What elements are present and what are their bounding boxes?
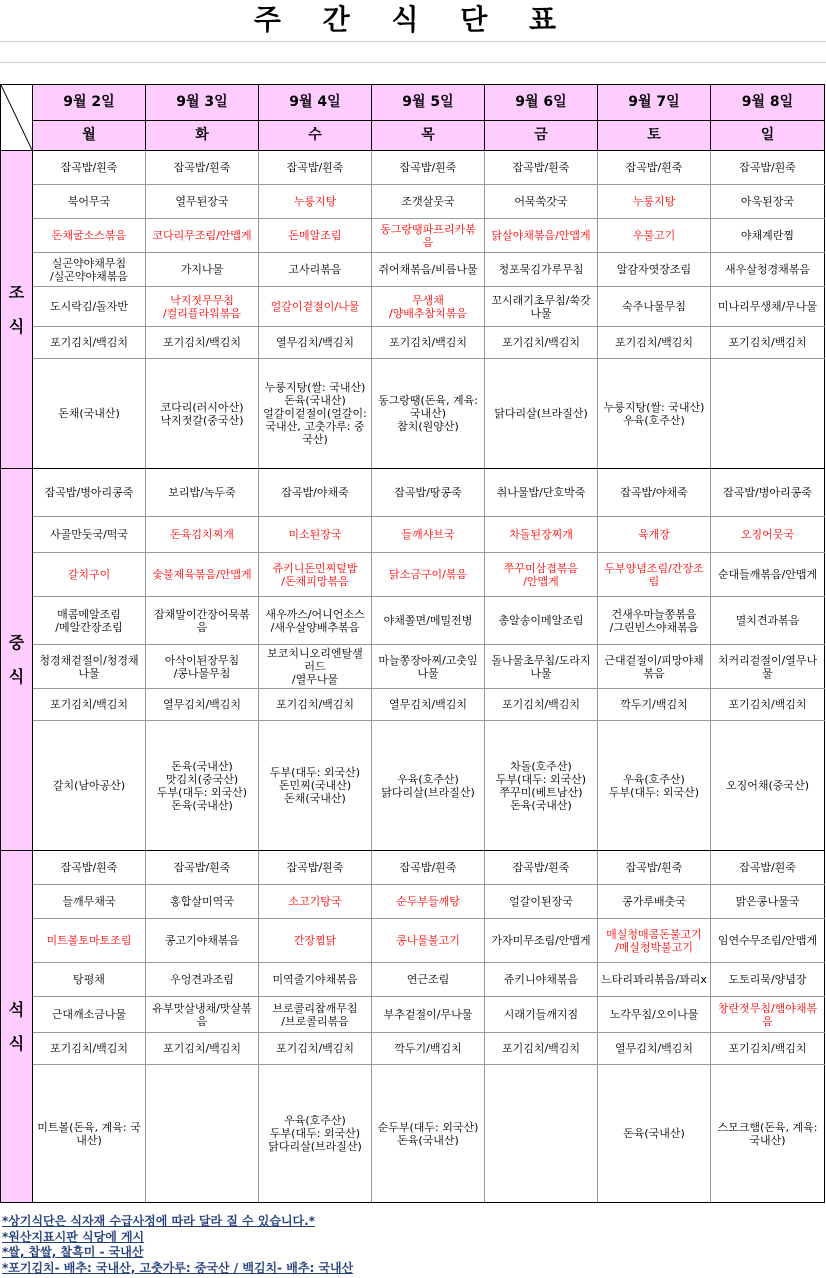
menu-cell: 근대깨소금나물 bbox=[33, 997, 146, 1033]
menu-cell: 브로콜리참깨무침 /브로콜리볶음 bbox=[259, 997, 372, 1033]
menu-cell: 도토리묵/양념장 bbox=[711, 963, 825, 997]
menu-cell: 야채쫄면/메밀전병 bbox=[372, 597, 485, 645]
menu-cell: 가지나물 bbox=[146, 253, 259, 287]
menu-cell: 시래기들깨지짐 bbox=[485, 997, 598, 1033]
menu-cell: 닭소금구이/볶음 bbox=[372, 553, 485, 597]
weekly-menu-table bbox=[0, 84, 825, 1203]
menu-cell: 잡곡밥/흰죽 bbox=[372, 151, 485, 185]
day-header: 금 bbox=[485, 121, 598, 151]
menu-cell: 사골만둣국/떡국 bbox=[33, 517, 146, 553]
origin-cell: 코다리(러시아산) 낙지젓갈(중국산) bbox=[146, 359, 259, 469]
origin-cell: 우육(호주산) 두부(대두: 외국산) bbox=[598, 721, 711, 851]
day-header: 토 bbox=[598, 121, 711, 151]
menu-cell: 탕평채 bbox=[33, 963, 146, 997]
menu-cell: 우엉견과조림 bbox=[146, 963, 259, 997]
menu-row bbox=[1, 597, 825, 645]
diagonal-line bbox=[1, 85, 32, 150]
menu-cell: 포기김치/백김치 bbox=[372, 327, 485, 359]
meal-label: 중 식 bbox=[1, 469, 33, 851]
date-header: 9월 7일 bbox=[598, 85, 711, 121]
origin-cell bbox=[146, 1065, 259, 1203]
menu-cell: 돈채굴소스볶음 bbox=[33, 219, 146, 253]
date-header: 9월 3일 bbox=[146, 85, 259, 121]
menu-cell: 포기김치/백김치 bbox=[485, 689, 598, 721]
menu-cell: 쥐어채볶음/비름나물 bbox=[372, 253, 485, 287]
origin-cell: 누룽지탕(쌀: 국내산) 우육(호주산) bbox=[598, 359, 711, 469]
note-1: *상기식단은 식자재 수급사정에 따라 달라 질 수 있습니다.* bbox=[2, 1214, 315, 1228]
menu-cell: 콩가루배춧국 bbox=[598, 885, 711, 919]
menu-cell: 연근조림 bbox=[372, 963, 485, 997]
menu-cell: 잡곡밥/흰죽 bbox=[259, 851, 372, 885]
menu-cell: 새우까스/어니언소스 /새우살양배추볶음 bbox=[259, 597, 372, 645]
menu-cell: 열무된장국 bbox=[146, 185, 259, 219]
menu-cell: 포기김치/백김치 bbox=[33, 327, 146, 359]
origin-cell: 우육(호주산) 두부(대두: 외국산) 닭다리살(브라질산) bbox=[259, 1065, 372, 1203]
menu-cell: 치커리겉절이/열무나 물 bbox=[711, 645, 825, 689]
menu-row bbox=[1, 517, 825, 553]
menu-cell: 잡곡밥/흰죽 bbox=[33, 851, 146, 885]
menu-cell: 잡곡밥/흰죽 bbox=[485, 851, 598, 885]
menu-cell: 포기김치/백김치 bbox=[711, 689, 825, 721]
menu-cell: 얼갈이된장국 bbox=[485, 885, 598, 919]
menu-cell: 잡곡밥/병아리콩죽 bbox=[711, 469, 825, 517]
menu-cell: 코다리무조림/안맵게 bbox=[146, 219, 259, 253]
menu-cell: 잡곡밥/야채죽 bbox=[598, 469, 711, 517]
menu-row bbox=[1, 553, 825, 597]
menu-cell: 콩고기야채볶음 bbox=[146, 919, 259, 963]
menu-row bbox=[1, 151, 825, 185]
menu-cell: 근대겉절이/피망야채 볶음 bbox=[598, 645, 711, 689]
menu-cell: 간장찜닭 bbox=[259, 919, 372, 963]
menu-cell: 열무김치/백김치 bbox=[372, 689, 485, 721]
menu-cell: 보코치니오리엔탈샐 러드 /열무나물 bbox=[259, 645, 372, 689]
origin-cell: 두부(대두: 외국산) 돈민찌(국내산) 돈채(국내산) bbox=[259, 721, 372, 851]
menu-cell: 누룽지탕 bbox=[259, 185, 372, 219]
date-header: 9월 8일 bbox=[711, 85, 825, 121]
menu-cell: 순대들깨볶음/안맵게 bbox=[711, 553, 825, 597]
menu-cell: 잡곡밥/흰죽 bbox=[598, 851, 711, 885]
menu-cell: 보리밥/녹두죽 bbox=[146, 469, 259, 517]
menu-cell: 순두부들깨탕 bbox=[372, 885, 485, 919]
menu-cell: 동그랑땡파프리카볶 음 bbox=[372, 219, 485, 253]
menu-cell: 포기김치/백김치 bbox=[711, 327, 825, 359]
menu-cell: 잡채말이간장어묵볶 음 bbox=[146, 597, 259, 645]
menu-cell: 돈육김치찌개 bbox=[146, 517, 259, 553]
menu-cell: 두부양념조림/간장조 림 bbox=[598, 553, 711, 597]
menu-cell: 깍두기/백김치 bbox=[372, 1033, 485, 1065]
menu-cell: 매콤메알조림 /메알간장조림 bbox=[33, 597, 146, 645]
menu-row bbox=[1, 997, 825, 1033]
date-header: 9월 2일 bbox=[33, 85, 146, 121]
meal-label: 석 식 bbox=[1, 851, 33, 1203]
page-title: 주 간 식 단 표 bbox=[253, 3, 573, 36]
origin-cell: 오징어채(중국산) bbox=[711, 721, 825, 851]
menu-cell: 쥬키니야채볶음 bbox=[485, 963, 598, 997]
menu-cell: 포기김치/백김치 bbox=[259, 1033, 372, 1065]
menu-cell: 노각무침/오이나물 bbox=[598, 997, 711, 1033]
origin-cell: 스모크햄(돈육, 계육: 국내산) bbox=[711, 1065, 825, 1203]
menu-cell: 육개장 bbox=[598, 517, 711, 553]
menu-cell: 포기김치/백김치 bbox=[485, 327, 598, 359]
menu-cell: 돈메알조림 bbox=[259, 219, 372, 253]
origin-cell: 닭다리살(브라질산) bbox=[485, 359, 598, 469]
menu-cell: 쥬키니돈민찌덮밥 /돈채피망볶음 bbox=[259, 553, 372, 597]
menu-cell: 무생채 /양배추참치볶음 bbox=[372, 287, 485, 327]
origin-cell bbox=[485, 1065, 598, 1203]
origin-cell: 우육(호주산) 닭다리살(브라질산) bbox=[372, 721, 485, 851]
menu-cell: 창란젓무침/햄야채볶 음 bbox=[711, 997, 825, 1033]
menu-cell: 잡곡밥/흰죽 bbox=[485, 151, 598, 185]
menu-row bbox=[1, 1065, 825, 1203]
menu-cell: 잡곡밥/병아리콩죽 bbox=[33, 469, 146, 517]
menu-cell: 새우살청경채볶음 bbox=[711, 253, 825, 287]
menu-cell: 포기김치/백김치 bbox=[598, 327, 711, 359]
menu-cell: 야채계란찜 bbox=[711, 219, 825, 253]
menu-cell: 총알송이메알조림 bbox=[485, 597, 598, 645]
date-header: 9월 5일 bbox=[372, 85, 485, 121]
menu-row bbox=[1, 721, 825, 851]
menu-cell: 쭈꾸미삼겹볶음 /안맵게 bbox=[485, 553, 598, 597]
menu-cell: 어묵쑥갓국 bbox=[485, 185, 598, 219]
day-header: 월 bbox=[33, 121, 146, 151]
menu-cell: 미트볼토마토조림 bbox=[33, 919, 146, 963]
origin-cell bbox=[711, 359, 825, 469]
menu-row bbox=[1, 919, 825, 963]
menu-cell: 포기김치/백김치 bbox=[146, 1033, 259, 1065]
meal-label: 조 식 bbox=[1, 151, 33, 469]
menu-cell: 돌나물초무침/도라지 나물 bbox=[485, 645, 598, 689]
menu-row bbox=[1, 253, 825, 287]
menu-cell: 열무김치/백김치 bbox=[598, 1033, 711, 1065]
menu-cell: 실곤약야채무침 /실곤약야채볶음 bbox=[33, 253, 146, 287]
note-3: *쌀, 찹쌀, 찰흑미 - 국내산 bbox=[2, 1245, 144, 1259]
origin-cell: 미트볼(돈육, 계육: 국 내산) bbox=[33, 1065, 146, 1203]
menu-cell: 매실청매콤돈불고기 /매실청박불고기 bbox=[598, 919, 711, 963]
menu-cell: 포기김치/백김치 bbox=[485, 1033, 598, 1065]
date-header-row bbox=[1, 85, 825, 121]
menu-cell: 멸치견과볶음 bbox=[711, 597, 825, 645]
menu-cell: 얼갈이겉절이/나물 bbox=[259, 287, 372, 327]
menu-cell: 아욱된장국 bbox=[711, 185, 825, 219]
menu-cell: 북어무국 bbox=[33, 185, 146, 219]
menu-cell: 조갯살뭇국 bbox=[372, 185, 485, 219]
menu-row bbox=[1, 885, 825, 919]
date-header: 9월 6일 bbox=[485, 85, 598, 121]
menu-cell: 잡곡밥/흰죽 bbox=[598, 151, 711, 185]
menu-cell: 도시락김/돌자반 bbox=[33, 287, 146, 327]
menu-row bbox=[1, 963, 825, 997]
menu-cell: 꼬시래기초무침/쑥갓 나물 bbox=[485, 287, 598, 327]
menu-row bbox=[1, 689, 825, 721]
menu-row bbox=[1, 287, 825, 327]
origin-cell: 돈채(국내산) bbox=[33, 359, 146, 469]
origin-cell: 돈육(국내산) bbox=[598, 1065, 711, 1203]
menu-row bbox=[1, 851, 825, 885]
menu-cell: 청경채겉절이/청경채 나물 bbox=[33, 645, 146, 689]
menu-cell: 잡곡밥/땅콩죽 bbox=[372, 469, 485, 517]
menu-cell: 잡곡밥/흰죽 bbox=[146, 151, 259, 185]
menu-row bbox=[1, 645, 825, 689]
menu-cell: 느타리꽈리볶음/꽈리x bbox=[598, 963, 711, 997]
menu-cell: 포기김치/백김치 bbox=[711, 1033, 825, 1065]
menu-cell: 맑은콩나물국 bbox=[711, 885, 825, 919]
menu-row bbox=[1, 219, 825, 253]
menu-cell: 아삭이된장무침 /콩나물무침 bbox=[146, 645, 259, 689]
menu-cell: 누룽지탕 bbox=[598, 185, 711, 219]
menu-cell: 유부맛살냉채/맛살볶 음 bbox=[146, 997, 259, 1033]
menu-cell: 닭살야채볶음/안맵게 bbox=[485, 219, 598, 253]
menu-cell: 열무김치/백김치 bbox=[146, 689, 259, 721]
menu-cell: 숙주나물무침 bbox=[598, 287, 711, 327]
menu-cell: 미소된장국 bbox=[259, 517, 372, 553]
menu-cell: 홍합살미역국 bbox=[146, 885, 259, 919]
menu-cell: 알감자엿장조림 bbox=[598, 253, 711, 287]
menu-cell: 숯불제육볶음/안맵게 bbox=[146, 553, 259, 597]
menu-cell: 임연수무조림/안맵게 bbox=[711, 919, 825, 963]
menu-cell: 들깨샤브국 bbox=[372, 517, 485, 553]
menu-cell: 가자미무조림/안맵게 bbox=[485, 919, 598, 963]
menu-cell: 미역줄기야채볶음 bbox=[259, 963, 372, 997]
menu-cell: 포기김치/백김치 bbox=[146, 327, 259, 359]
origin-cell: 돈육(국내산) 맛김치(중국산) 두부(대두: 외국산) 돈육(국내산) bbox=[146, 721, 259, 851]
menu-cell: 포기김치/백김치 bbox=[259, 689, 372, 721]
menu-cell: 고사리볶음 bbox=[259, 253, 372, 287]
menu-row bbox=[1, 1033, 825, 1065]
menu-cell: 잡곡밥/야채죽 bbox=[259, 469, 372, 517]
origin-cell: 순두부(대두: 외국산) 돈육(국내산) bbox=[372, 1065, 485, 1203]
menu-cell: 잡곡밥/흰죽 bbox=[146, 851, 259, 885]
menu-cell: 포기김치/백김치 bbox=[33, 689, 146, 721]
menu-cell: 우불고기 bbox=[598, 219, 711, 253]
menu-cell: 들깨무채국 bbox=[33, 885, 146, 919]
menu-cell: 잡곡밥/흰죽 bbox=[711, 851, 825, 885]
menu-cell: 잡곡밥/흰죽 bbox=[372, 851, 485, 885]
menu-row bbox=[1, 327, 825, 359]
menu-cell: 콩나물불고기 bbox=[372, 919, 485, 963]
menu-cell: 잡곡밥/흰죽 bbox=[259, 151, 372, 185]
menu-row bbox=[1, 185, 825, 219]
menu-cell: 갈치구이 bbox=[33, 553, 146, 597]
day-header: 일 bbox=[711, 121, 825, 151]
menu-cell: 마늘쫑장아찌/고춧잎 나물 bbox=[372, 645, 485, 689]
menu-cell: 미나리무생채/무나물 bbox=[711, 287, 825, 327]
note-2: *원산지표시판 식당에 게시 bbox=[2, 1229, 145, 1244]
menu-cell: 잡곡밥/흰죽 bbox=[33, 151, 146, 185]
day-header-row bbox=[1, 121, 825, 151]
origin-cell: 갈치(남아공산) bbox=[33, 721, 146, 851]
day-header: 목 bbox=[372, 121, 485, 151]
menu-cell: 부추겉절이/무나물 bbox=[372, 997, 485, 1033]
footnotes bbox=[2, 1214, 353, 1276]
menu-cell: 깍두기/백김치 bbox=[598, 689, 711, 721]
origin-cell: 누룽지탕(쌀: 국내산) 돈육(국내산) 얼갈이겉절이(얼갈이: 국내산, 고춧가루: 중 국산) bbox=[259, 359, 372, 469]
menu-cell: 잡곡밥/흰죽 bbox=[711, 151, 825, 185]
origin-cell: 동그랑땡(돈육, 계육: 국내산) 참치(원양산) bbox=[372, 359, 485, 469]
note-4: *포기김치- 배추: 국내산, 고춧가루: 중국산 / 백김치- 배추: 국내산 bbox=[2, 1260, 354, 1275]
menu-cell: 포기김치/백김치 bbox=[33, 1033, 146, 1065]
menu-cell: 열무김치/백김치 bbox=[259, 327, 372, 359]
menu-cell: 소고기탕국 bbox=[259, 885, 372, 919]
date-header: 9월 4일 bbox=[259, 85, 372, 121]
menu-cell: 차돌된장찌개 bbox=[485, 517, 598, 553]
menu-cell: 오징어뭇국 bbox=[711, 517, 825, 553]
header-corner bbox=[1, 85, 33, 151]
day-header: 수 bbox=[259, 121, 372, 151]
menu-row bbox=[1, 359, 825, 469]
menu-cell: 청포묵김가루무침 bbox=[485, 253, 598, 287]
menu-cell: 건새우마늘쫑볶음 /그린빈스야채볶음 bbox=[598, 597, 711, 645]
day-header: 화 bbox=[146, 121, 259, 151]
menu-cell: 취나물밥/단호박죽 bbox=[485, 469, 598, 517]
menu-cell: 낙지젓무무침 /컬리플라워볶음 bbox=[146, 287, 259, 327]
menu-row bbox=[1, 469, 825, 517]
origin-cell: 차돌(호주산) 두부(대두: 외국산) 쭈꾸미(베트남산) 돈육(국내산) bbox=[485, 721, 598, 851]
